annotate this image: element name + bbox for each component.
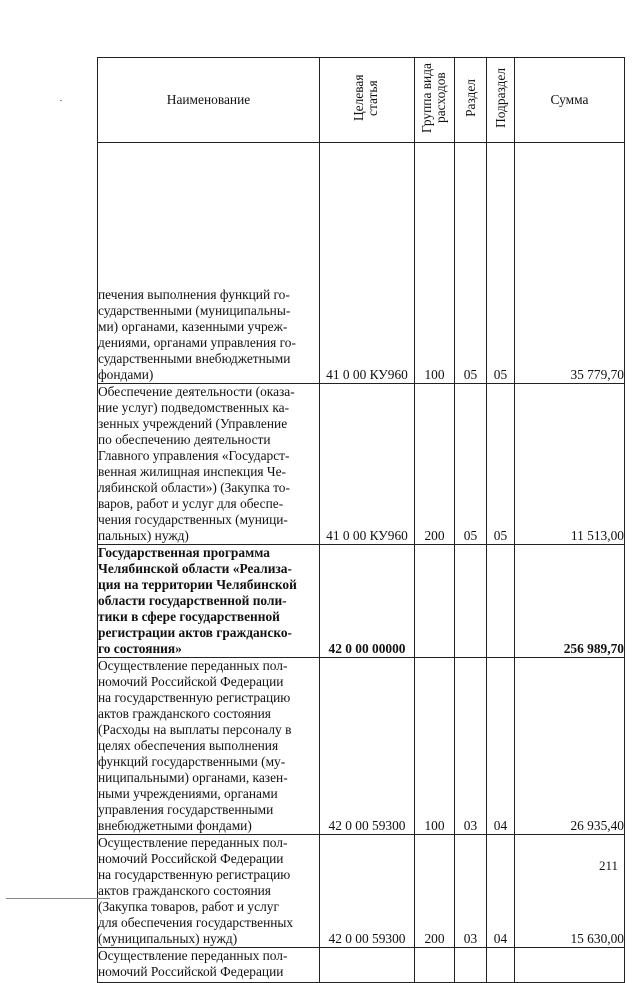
row-sum: 35 779,70 — [515, 143, 625, 384]
row-target-article: 41 0 00 КУ960 — [320, 384, 415, 545]
header-subsection: Подраздел — [487, 58, 515, 143]
row-name-line: тики в сфере государственной — [98, 609, 280, 624]
row-name-line: области государственной поли- — [98, 593, 287, 608]
row-name-line: сударственными внебюджетными — [98, 351, 291, 366]
row-section: 03 — [455, 835, 487, 948]
row-expense-group: 200 — [415, 384, 455, 545]
row-name-line: Государственная программа — [98, 545, 270, 560]
row-name-line: Главного управления «Государст- — [98, 448, 290, 463]
row-section: 05 — [455, 143, 487, 384]
row-name-cell — [98, 143, 320, 384]
row-name-line: актов гражданского состояния — [98, 706, 271, 721]
row-name-line: чения государственных (муници- — [98, 512, 288, 527]
table-row — [98, 948, 625, 983]
header-name: Наименование — [98, 58, 320, 143]
row-name-line: номочий Российской Федерации — [98, 964, 284, 979]
row-name-line: целях обеспечения выполнения — [98, 738, 279, 753]
scan-mark — [60, 100, 62, 101]
header-section: Раздел — [455, 58, 487, 143]
row-sum: 15 630,00 — [515, 835, 625, 948]
table-header-row — [98, 58, 625, 143]
table-row — [98, 835, 625, 948]
row-name-line: ция на территории Челябинской — [98, 577, 297, 592]
row-name-line: Осуществление переданных пол- — [98, 948, 288, 963]
row-sum: 256 989,70 — [515, 545, 625, 658]
row-subsection: 04 — [487, 835, 515, 948]
row-section — [455, 948, 487, 983]
row-name-line: ными учреждениями, органами — [98, 786, 278, 801]
row-name-cell — [98, 658, 320, 835]
row-name-line: зенных учреждений (Управление — [98, 416, 288, 431]
row-name-line: (Закупка товаров, работ и услуг — [98, 899, 279, 914]
row-name-line: ние услуг) подведомственных ка- — [98, 400, 290, 415]
row-name-line: Челябинской области «Реализа- — [98, 561, 292, 576]
table-row — [98, 384, 625, 545]
row-name-line: Осуществление переданных пол- — [98, 835, 288, 850]
row-name-cell — [98, 384, 320, 545]
row-name-line: (муниципальных) нужд) — [98, 931, 238, 946]
row-name-cell — [98, 835, 320, 948]
row-name-cell — [98, 545, 320, 658]
row-name-line: на государственную регистрацию — [98, 867, 291, 882]
table-row — [98, 545, 625, 658]
row-name-line: лябинской области») (Закупка то- — [98, 480, 290, 495]
row-name-cell — [98, 948, 320, 983]
row-name-line: Осуществление переданных пол- — [98, 658, 288, 673]
table-row — [98, 143, 625, 384]
row-name-line: печения выполнения функций го- — [98, 287, 290, 302]
row-name-line: Обеспечение деятельности (оказа- — [98, 384, 295, 399]
row-name-line: (Расходы на выплаты персоналу в — [98, 722, 292, 737]
row-name-line: ми) органами, казенными учреж- — [98, 319, 288, 334]
row-subsection: 05 — [487, 143, 515, 384]
header-target-article: Целевая статья — [320, 58, 415, 143]
row-target-article — [320, 948, 415, 983]
row-name-line: фондами) — [98, 367, 154, 382]
row-expense-group — [415, 948, 455, 983]
row-expense-group — [415, 545, 455, 658]
row-sum: 26 935,40 — [515, 658, 625, 835]
row-name-line: на государственную регистрацию — [98, 690, 291, 705]
row-name-line: номочий Российской Федерации — [98, 851, 284, 866]
page-number: 211 — [598, 858, 618, 873]
row-section — [455, 545, 487, 658]
row-name-line: ниципальными) органами, казен- — [98, 770, 288, 785]
row-expense-group: 100 — [415, 658, 455, 835]
row-section: 05 — [455, 384, 487, 545]
budget-table — [97, 57, 625, 983]
row-subsection: 05 — [487, 384, 515, 545]
table-row — [98, 658, 625, 835]
row-expense-group: 200 — [415, 835, 455, 948]
row-name-line: регистрации актов гражданско- — [98, 625, 293, 640]
row-subsection: 04 — [487, 658, 515, 835]
row-target-article: 42 0 00 59300 — [320, 658, 415, 835]
row-name-line: управления государственными — [98, 802, 274, 817]
row-subsection — [487, 948, 515, 983]
row-expense-group: 100 — [415, 143, 455, 384]
row-name-line: функций государственными (му- — [98, 754, 286, 769]
row-name-line: для обеспечения государственных — [98, 915, 294, 930]
row-name-line: венная жилищная инспекция Че- — [98, 464, 286, 479]
row-sum: 11 513,00 — [515, 384, 625, 545]
row-name-line: по обеспечению деятельности — [98, 432, 271, 447]
row-name-line: актов гражданского состояния — [98, 883, 271, 898]
row-subsection — [487, 545, 515, 658]
row-name-line: дениями, органами управления го- — [98, 335, 296, 350]
row-target-article: 42 0 00 00000 — [320, 545, 415, 658]
footer-rule — [6, 898, 110, 899]
row-name-line: го состояния» — [98, 641, 182, 656]
row-name-line: пальных) нужд) — [98, 528, 189, 543]
header-expense-group: Группа вида расходов — [415, 58, 455, 143]
row-target-article: 42 0 00 59300 — [320, 835, 415, 948]
row-name-line: сударственными (муниципальны- — [98, 303, 291, 318]
row-section: 03 — [455, 658, 487, 835]
row-sum — [515, 948, 625, 983]
header-sum: Сумма — [515, 58, 625, 143]
row-target-article: 41 0 00 КУ960 — [320, 143, 415, 384]
row-name-line: варов, работ и услуг для обеспе- — [98, 496, 284, 511]
row-name-line: номочий Российской Федерации — [98, 674, 284, 689]
row-name-line: внебюджетными фондами) — [98, 818, 252, 833]
